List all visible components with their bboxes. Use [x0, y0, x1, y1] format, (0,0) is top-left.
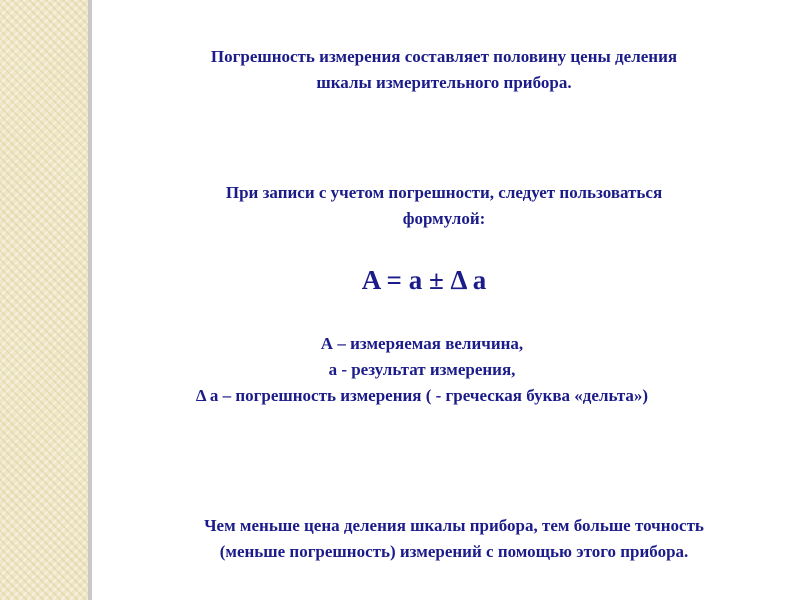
intro-paragraph: [90, 44, 798, 96]
rule-paragraph: [90, 180, 798, 232]
error-formula: A = a ± Δ a: [361, 265, 487, 295]
rule-line-1: При записи с учетом погрешности, следует пользоваться: [225, 183, 663, 202]
intro-line-2: шкалы измерительного прибора.: [316, 73, 572, 92]
definition-measurement-result: а - результат измерения,: [328, 360, 516, 379]
slide-content: [92, 0, 800, 600]
definition-error-delta: Δ а – погрешность измерения ( - греческая буква «дельта»): [195, 386, 649, 405]
conclusion-line-1: Чем меньше цена деления шкалы прибора, тем больше точность: [204, 516, 704, 535]
conclusion-paragraph: [100, 513, 800, 565]
definition-measured-value: А – измеряемая величина,: [320, 334, 524, 353]
intro-line-1: Погрешность измерения составляет половину цены деления: [210, 47, 678, 66]
conclusion-line-2: (меньше погрешность) измерений с помощью этого прибора.: [219, 542, 689, 561]
decorative-side-strip: [0, 0, 88, 600]
definitions-list: [68, 331, 776, 409]
rule-line-2: формулой:: [402, 209, 486, 228]
